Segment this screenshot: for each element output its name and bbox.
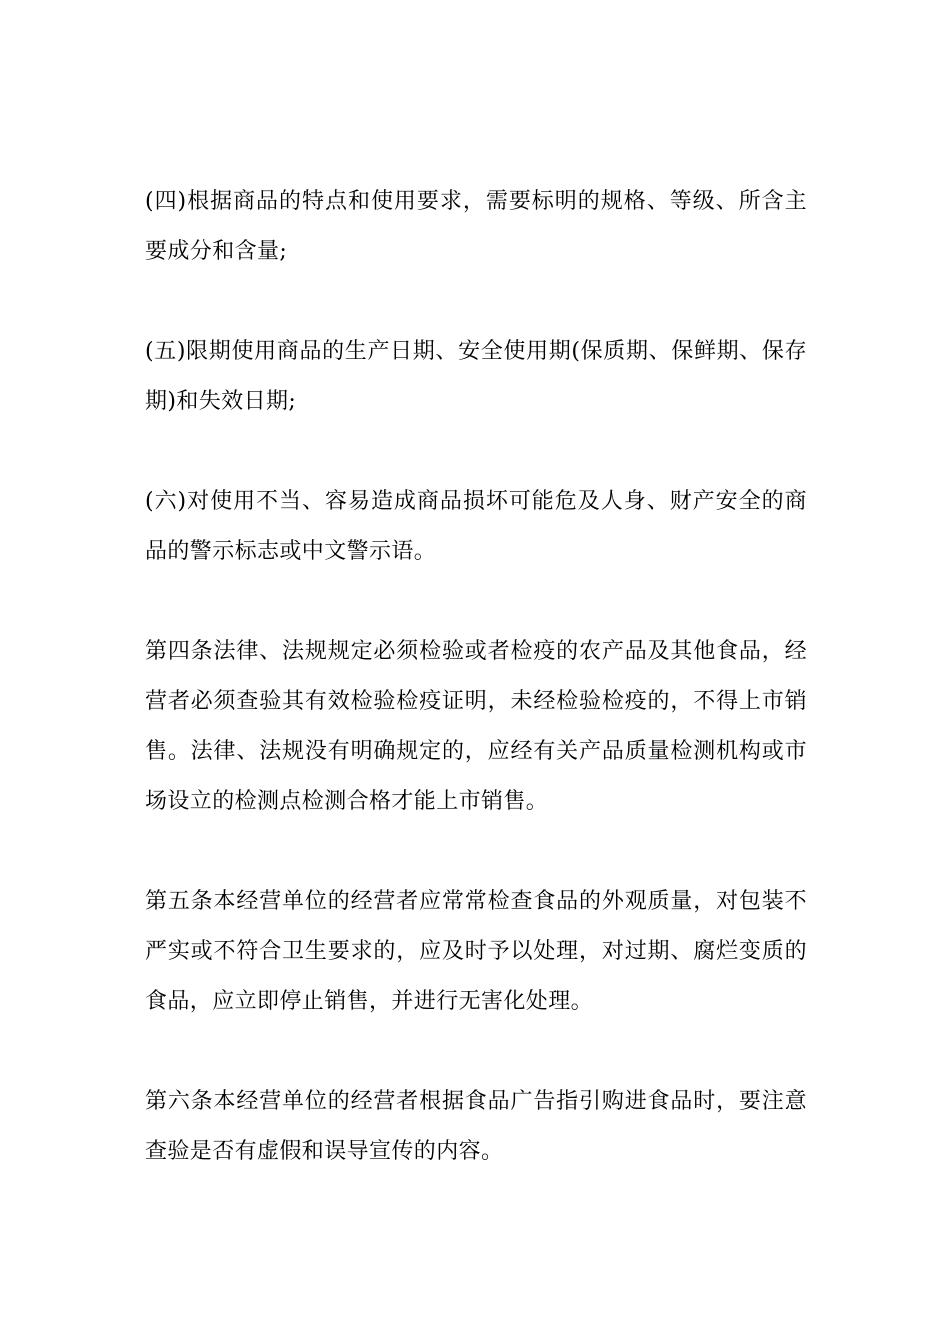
article-5-paragraph: 第五条本经营单位的经营者应常常检查食品的外观质量，对包装不严实或不符合卫生要求的，应及时予以处理，对过期、腐烂变质的食品，应立即停止销售，并进行无害化处理。 [145, 889, 807, 1014]
article-4-paragraph: 第四条法律、法规规定必须检验或者检疫的农产品及其他食品，经营者必须查验其有效检验检疫证明，未经检验检疫的，不得上市销售。法律、法规没有明确规定的，应经有关产品质量检测机构或市场设立的检测点检测合格才能上市销售。 [145, 639, 807, 814]
paragraph-item-6: (六)对使用不当、容易造成商品损坏可能危及人身、财产安全的商品的警示标志或中文警示语。 [145, 489, 807, 564]
paragraph-item-4: (四)根据商品的特点和使用要求，需要标明的规格、等级、所含主要成分和含量; [145, 189, 807, 264]
paragraph-item-5: (五)限期使用商品的生产日期、安全使用期(保质期、保鲜期、保存期)和失效日期; [145, 339, 807, 414]
article-6-paragraph: 第六条本经营单位的经营者根据食品广告指引购进食品时，要注意查验是否有虚假和误导宣传的内容。 [145, 1089, 807, 1164]
document-body [145, 177, 807, 1227]
